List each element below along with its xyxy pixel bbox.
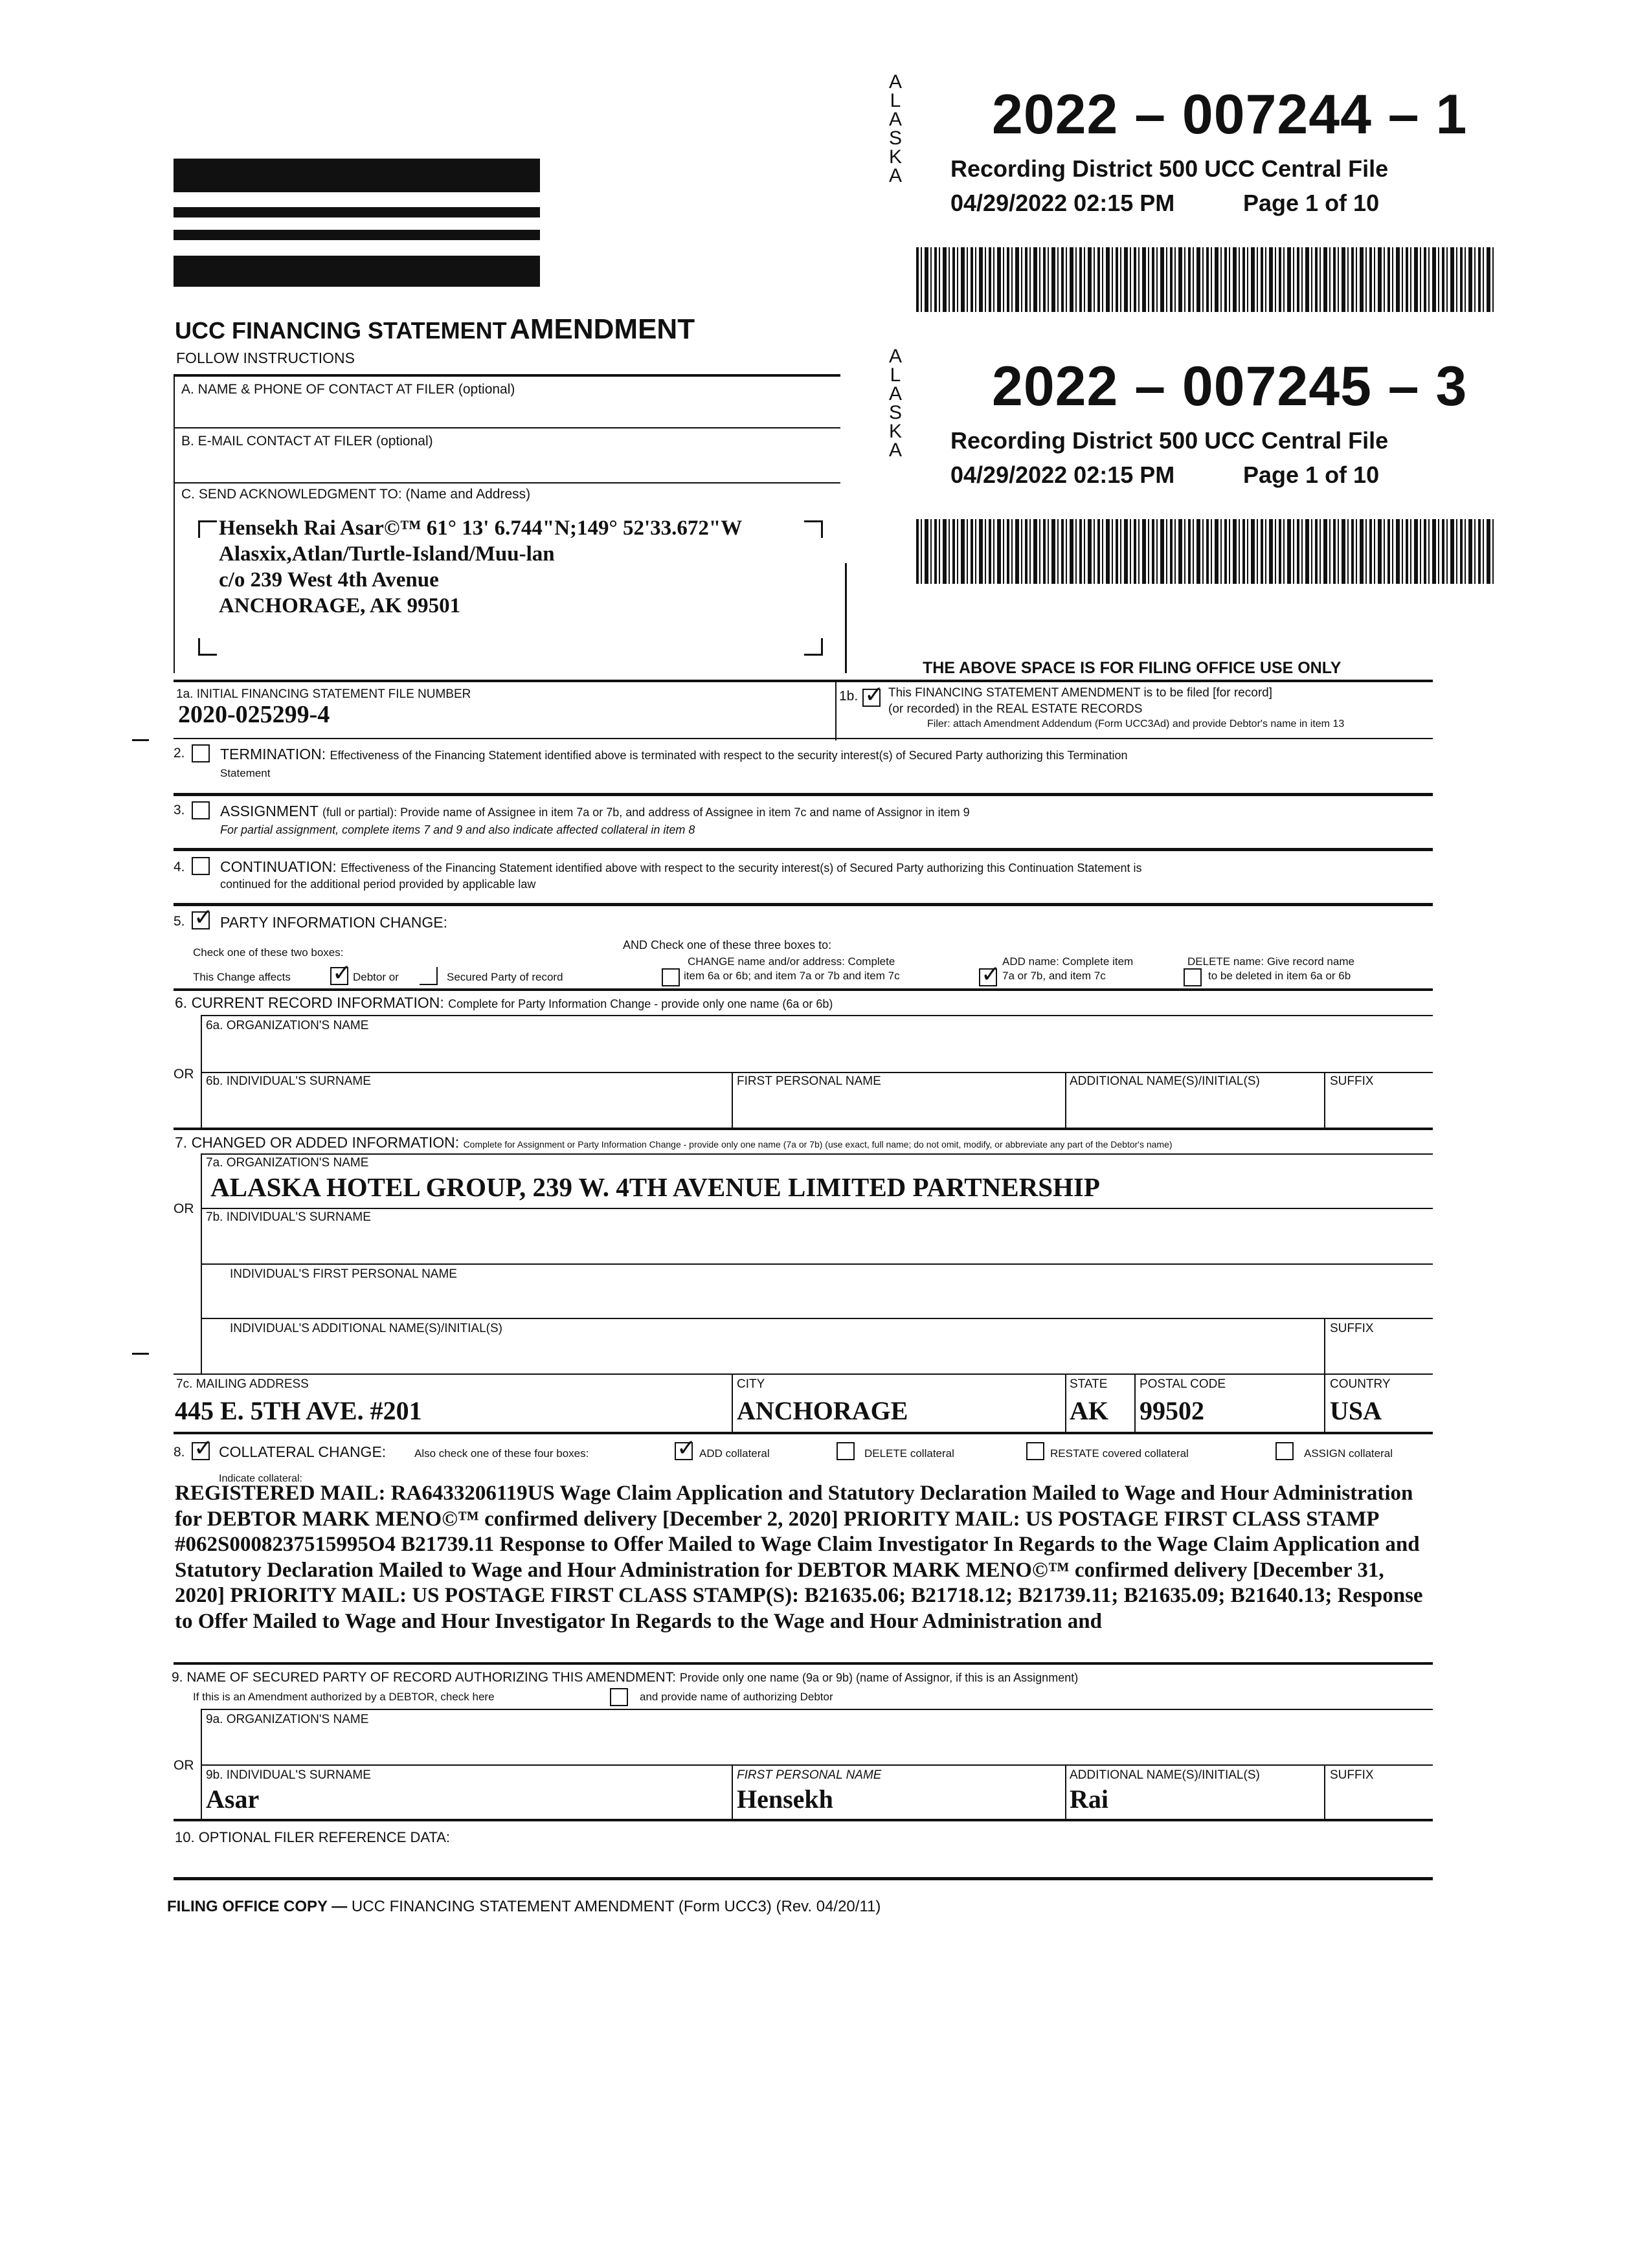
real-estate-records-checkbox[interactable] xyxy=(862,689,881,707)
optional-reference-field[interactable] xyxy=(175,1849,1433,1874)
stamp-page: Page 1 of 10 xyxy=(1243,190,1380,216)
secured-party-surname: Asar xyxy=(206,1784,260,1814)
initial-file-number-label: 1a. INITIAL FINANCING STATEMENT FILE NUMBER xyxy=(176,687,471,701)
ack-line: c/o 239 West 4th Avenue xyxy=(219,568,439,592)
initial-file-number: 2020-025299-4 xyxy=(178,701,330,728)
surname-7b-field[interactable] xyxy=(202,1226,1432,1258)
collateral-change-checkbox[interactable] xyxy=(192,1442,210,1460)
ack-line: Hensekh Rai Asar©™ 61° 13' 6.744"N;149° 52'33.672"W xyxy=(219,517,743,540)
form-footer: FILING OFFICE COPY — UCC FINANCING STATEMENT AMENDMENT (Form UCC3) (Rev. 04/20/11) xyxy=(167,1898,881,1915)
contact-name-field[interactable] xyxy=(175,401,840,427)
party-info-change-title: PARTY INFORMATION CHANGE: xyxy=(220,914,447,931)
filing-office-note: THE ABOVE SPACE IS FOR FILING OFFICE USE ONLY xyxy=(923,659,1342,677)
stamp-district: Recording District 500 UCC Central File xyxy=(950,155,1389,182)
org-name-7a: ALASKA HOTEL GROUP, 239 W. 4TH AVENUE LIMITED PARTNERSHIP xyxy=(210,1172,1100,1202)
stamp-datetime: 04/29/2022 02:15 PM xyxy=(950,461,1175,488)
party-info-change-checkbox[interactable] xyxy=(192,911,210,929)
secured-party-first-name: Hensekh xyxy=(737,1784,833,1814)
contact-name-label: A. NAME & PHONE OF CONTACT AT FILER (optional) xyxy=(181,382,515,397)
ack-line: Alasxix,Atlan/Turtle-Island/Muu-lan xyxy=(219,542,555,566)
barcode xyxy=(916,519,1496,584)
continuation-checkbox[interactable] xyxy=(192,857,210,875)
country: USA xyxy=(1330,1396,1382,1425)
ack-line: ANCHORAGE, AK 99501 xyxy=(219,594,461,617)
change-name-checkbox[interactable] xyxy=(662,968,680,986)
org-name-6a-field[interactable] xyxy=(202,1034,1432,1072)
delete-name-checkbox[interactable] xyxy=(1184,968,1202,986)
redaction-bar-2 xyxy=(174,207,540,217)
add-collateral-checkbox[interactable] xyxy=(675,1442,693,1460)
assignment-checkbox[interactable] xyxy=(192,801,210,819)
contact-email-label: B. E-MAIL CONTACT AT FILER (optional) xyxy=(181,434,433,449)
stamp-district: Recording District 500 UCC Central File xyxy=(950,427,1389,454)
postal-code: 99502 xyxy=(1140,1396,1204,1425)
restate-collateral-checkbox[interactable] xyxy=(1026,1442,1044,1460)
city: ANCHORAGE xyxy=(737,1396,908,1425)
secured-party-additional-name: Rai xyxy=(1070,1784,1108,1814)
org-name-9a-field[interactable] xyxy=(202,1728,1432,1764)
mailing-address: 445 E. 5TH AVE. #201 xyxy=(175,1396,422,1425)
collateral-description: REGISTERED MAIL: RA6433206119US Wage Claim Application and Statutory Declaration Mailed to Wage and Hour Administration for DEBTOR MARK MENO©™ confirmed delivery [December 2, 2020] PRIORITY MAIL: US POSTAGE FIRST CLASS STAMP #062S0008237515995O4 B21739.11 Response to Offer Mailed to Wage Claim Investigator In Regards to the Wage Claim Application and Statutory Declaration Mailed to Wage and Hour Administration for DEBTOR MARK MENO©™ confirmed delivery [December 31, 2020] PRIORITY MAIL: US POSTAGE FIRST CLASS STAMP(S): B21635.06; B21718.12; B21739.11; B21635.09; B21640.13; Response to Offer Mailed to Wage and Hour Investigator In Regards to the Wage and Hour Administration and xyxy=(175,1482,1423,1633)
add-name-checkbox[interactable] xyxy=(979,968,997,986)
debtor-checkbox[interactable] xyxy=(330,967,348,985)
assign-collateral-checkbox[interactable] xyxy=(1275,1442,1294,1460)
redaction-bar-3 xyxy=(174,230,540,240)
stamp-number: 2022 – 007245 – 3 xyxy=(992,355,1468,417)
termination-checkbox[interactable] xyxy=(192,744,210,762)
optional-reference-label: 10. OPTIONAL FILER REFERENCE DATA: xyxy=(175,1829,451,1845)
stamp-datetime: 04/29/2022 02:15 PM xyxy=(950,190,1175,216)
contact-email-field[interactable] xyxy=(175,453,840,479)
delete-collateral-checkbox[interactable] xyxy=(837,1442,855,1460)
acknowledgment-label: C. SEND ACKNOWLEDGMENT TO: (Name and Address) xyxy=(181,487,531,502)
authorized-by-debtor-checkbox[interactable] xyxy=(610,1688,628,1706)
stamp-side-letters: A L A S K A xyxy=(888,71,902,186)
form-title-main: AMENDMENT xyxy=(510,313,695,345)
follow-instructions: FOLLOW INSTRUCTIONS xyxy=(176,350,355,366)
barcode xyxy=(916,247,1496,312)
state: AK xyxy=(1070,1396,1108,1425)
form-title xyxy=(175,313,695,346)
form-title-prefix: UCC FINANCING STATEMENT xyxy=(175,317,507,344)
stamp-page: Page 1 of 10 xyxy=(1243,461,1380,488)
stamp-side-letters: A L A S K A xyxy=(888,346,902,461)
acknowledgment-address xyxy=(219,515,742,619)
stamp-number: 2022 – 007244 – 1 xyxy=(992,83,1468,146)
secured-party-checkbox[interactable] xyxy=(420,967,438,985)
redaction-bar-1 xyxy=(174,159,540,192)
redaction-bar-4 xyxy=(174,256,540,287)
